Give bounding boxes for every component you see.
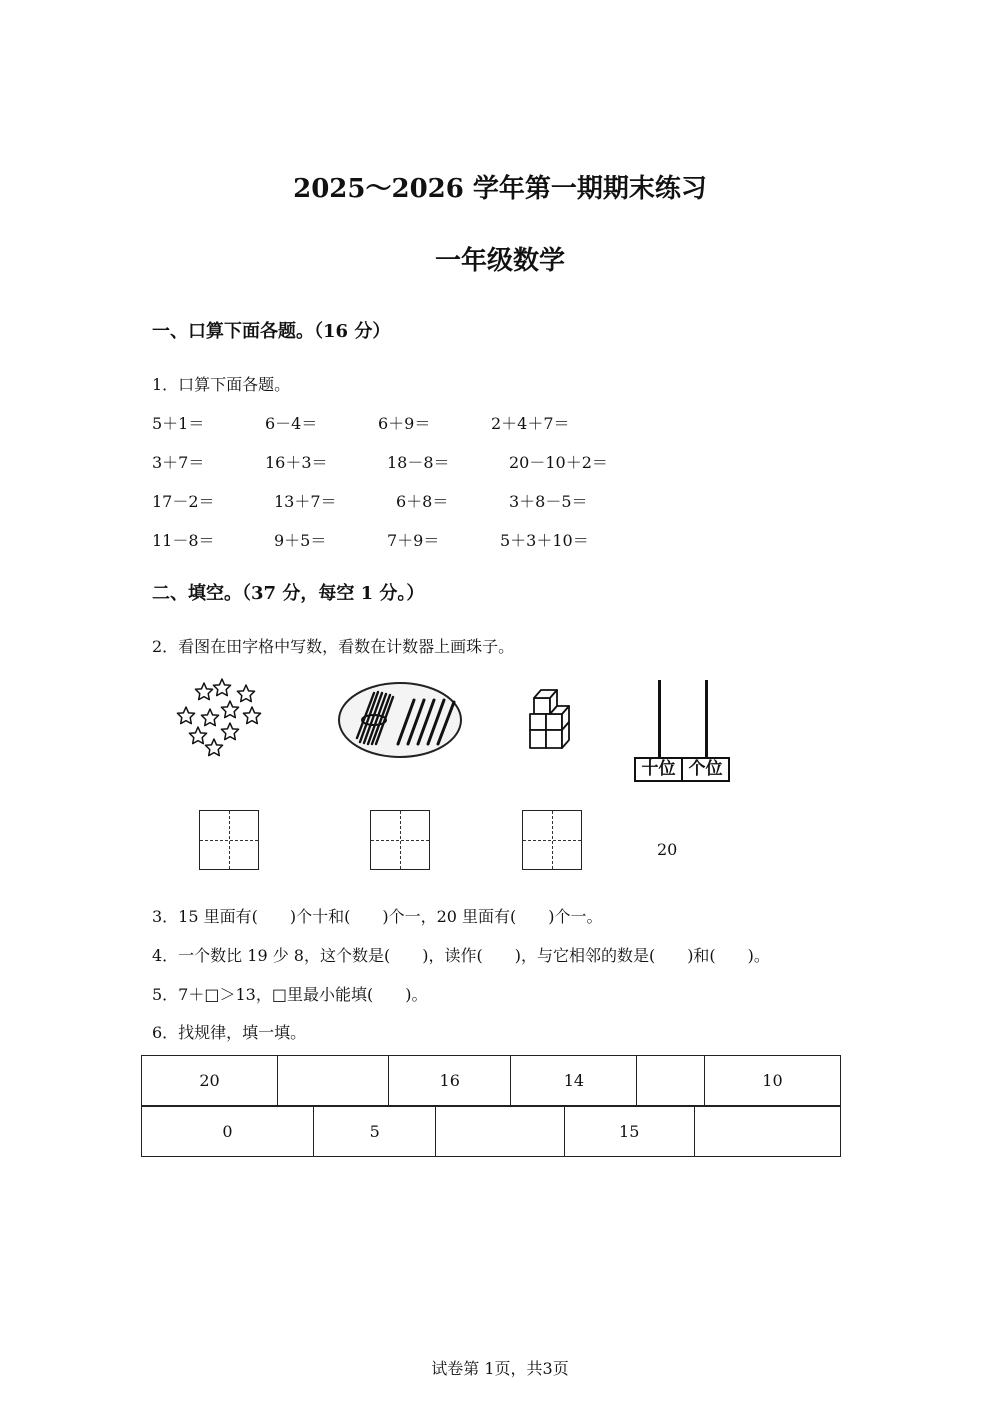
ones-label: 个位 (688, 759, 723, 779)
star-icon (205, 739, 222, 756)
calc-item: 3＋8－5＝ (509, 492, 588, 511)
q4-text: 4．一个数比 19 少 8，这个数是( )，读作( )，与它相邻的数是( )和( )。 (152, 946, 770, 965)
calc-item: 6＋9＝ (378, 414, 431, 433)
pattern-cell-blank[interactable] (436, 1107, 564, 1157)
page-footer: 试卷第 1页，共3页 (431, 1359, 569, 1378)
cube-stack-icon (530, 690, 569, 748)
stars-picture (172, 676, 267, 761)
pattern-cell: 0 (142, 1107, 314, 1157)
section1-heading: 一、口算下面各题。（16 分） (152, 321, 391, 342)
calc-item: 6＋8＝ (396, 492, 449, 511)
tens-label: 十位 (636, 759, 683, 780)
sticks-picture (336, 678, 464, 762)
star-icon (195, 683, 212, 700)
q3-text: 3．15 里面有( )个十和( )个一，20 里面有( )个一。 (152, 907, 603, 926)
tianzige-box[interactable] (370, 810, 430, 870)
calc-item: 11－8＝ (152, 531, 215, 550)
star-icon (177, 707, 194, 724)
pattern-cell-blank[interactable] (637, 1056, 704, 1106)
pattern-table-row2 (141, 1106, 841, 1157)
oval-outline (339, 683, 461, 757)
pattern-cell-blank[interactable] (278, 1056, 389, 1106)
calc-item: 16＋3＝ (265, 453, 328, 472)
section2-heading: 二、填空。（37 分，每空 1 分。） (152, 583, 425, 604)
tens-rod (658, 680, 661, 758)
calc-item: 3＋7＝ (152, 453, 205, 472)
pattern-cell: 5 (314, 1107, 436, 1157)
calc-item: 5＋1＝ (152, 414, 205, 433)
pattern-cell: 10 (704, 1056, 840, 1106)
pattern-cell: 16 (389, 1056, 511, 1106)
pattern-cell: 14 (511, 1056, 637, 1106)
calc-item: 5＋3＋10＝ (500, 531, 589, 550)
q2-label: 2．看图在田字格中写数，看数在计数器上画珠子。 (152, 637, 515, 656)
star-icon (213, 679, 230, 696)
calc-item: 6－4＝ (265, 414, 318, 433)
calc-item: 18－8＝ (387, 453, 450, 472)
pattern-cell: 20 (142, 1056, 278, 1106)
ones-rod (705, 680, 708, 758)
calc-item: 17－2＝ (152, 492, 215, 511)
star-icon (221, 701, 238, 718)
counter-picture (634, 680, 730, 782)
calc-item: 20－10＋2＝ (509, 453, 608, 472)
counter-value: 20 (657, 840, 678, 859)
star-icon (237, 685, 254, 702)
star-icon (243, 707, 260, 724)
cubes-picture (524, 686, 580, 756)
calc-item: 9＋5＝ (274, 531, 327, 550)
q6-text: 6．找规律，填一填。 (152, 1023, 307, 1042)
tianzige-box[interactable] (199, 810, 259, 870)
exam-subtitle: 一年级数学 (434, 246, 565, 276)
counter-base (634, 757, 730, 782)
q5-text: 5．7＋□＞13，□里最小能填( )。 (152, 985, 428, 1004)
calc-item: 7＋9＝ (387, 531, 440, 550)
pattern-cell-blank[interactable] (694, 1107, 840, 1157)
calc-item: 2＋4＋7＝ (491, 414, 570, 433)
tianzige-box[interactable] (522, 810, 582, 870)
star-icon (189, 727, 206, 744)
star-icon (221, 723, 238, 740)
exam-title: 2025～2026 学年第一期期末练习 (293, 174, 707, 204)
pattern-table-row1 (141, 1055, 841, 1106)
star-icon (201, 709, 218, 726)
calc-item: 13＋7＝ (274, 492, 337, 511)
q1-label: 1．口算下面各题。 (152, 375, 291, 394)
pattern-cell: 15 (564, 1107, 694, 1157)
